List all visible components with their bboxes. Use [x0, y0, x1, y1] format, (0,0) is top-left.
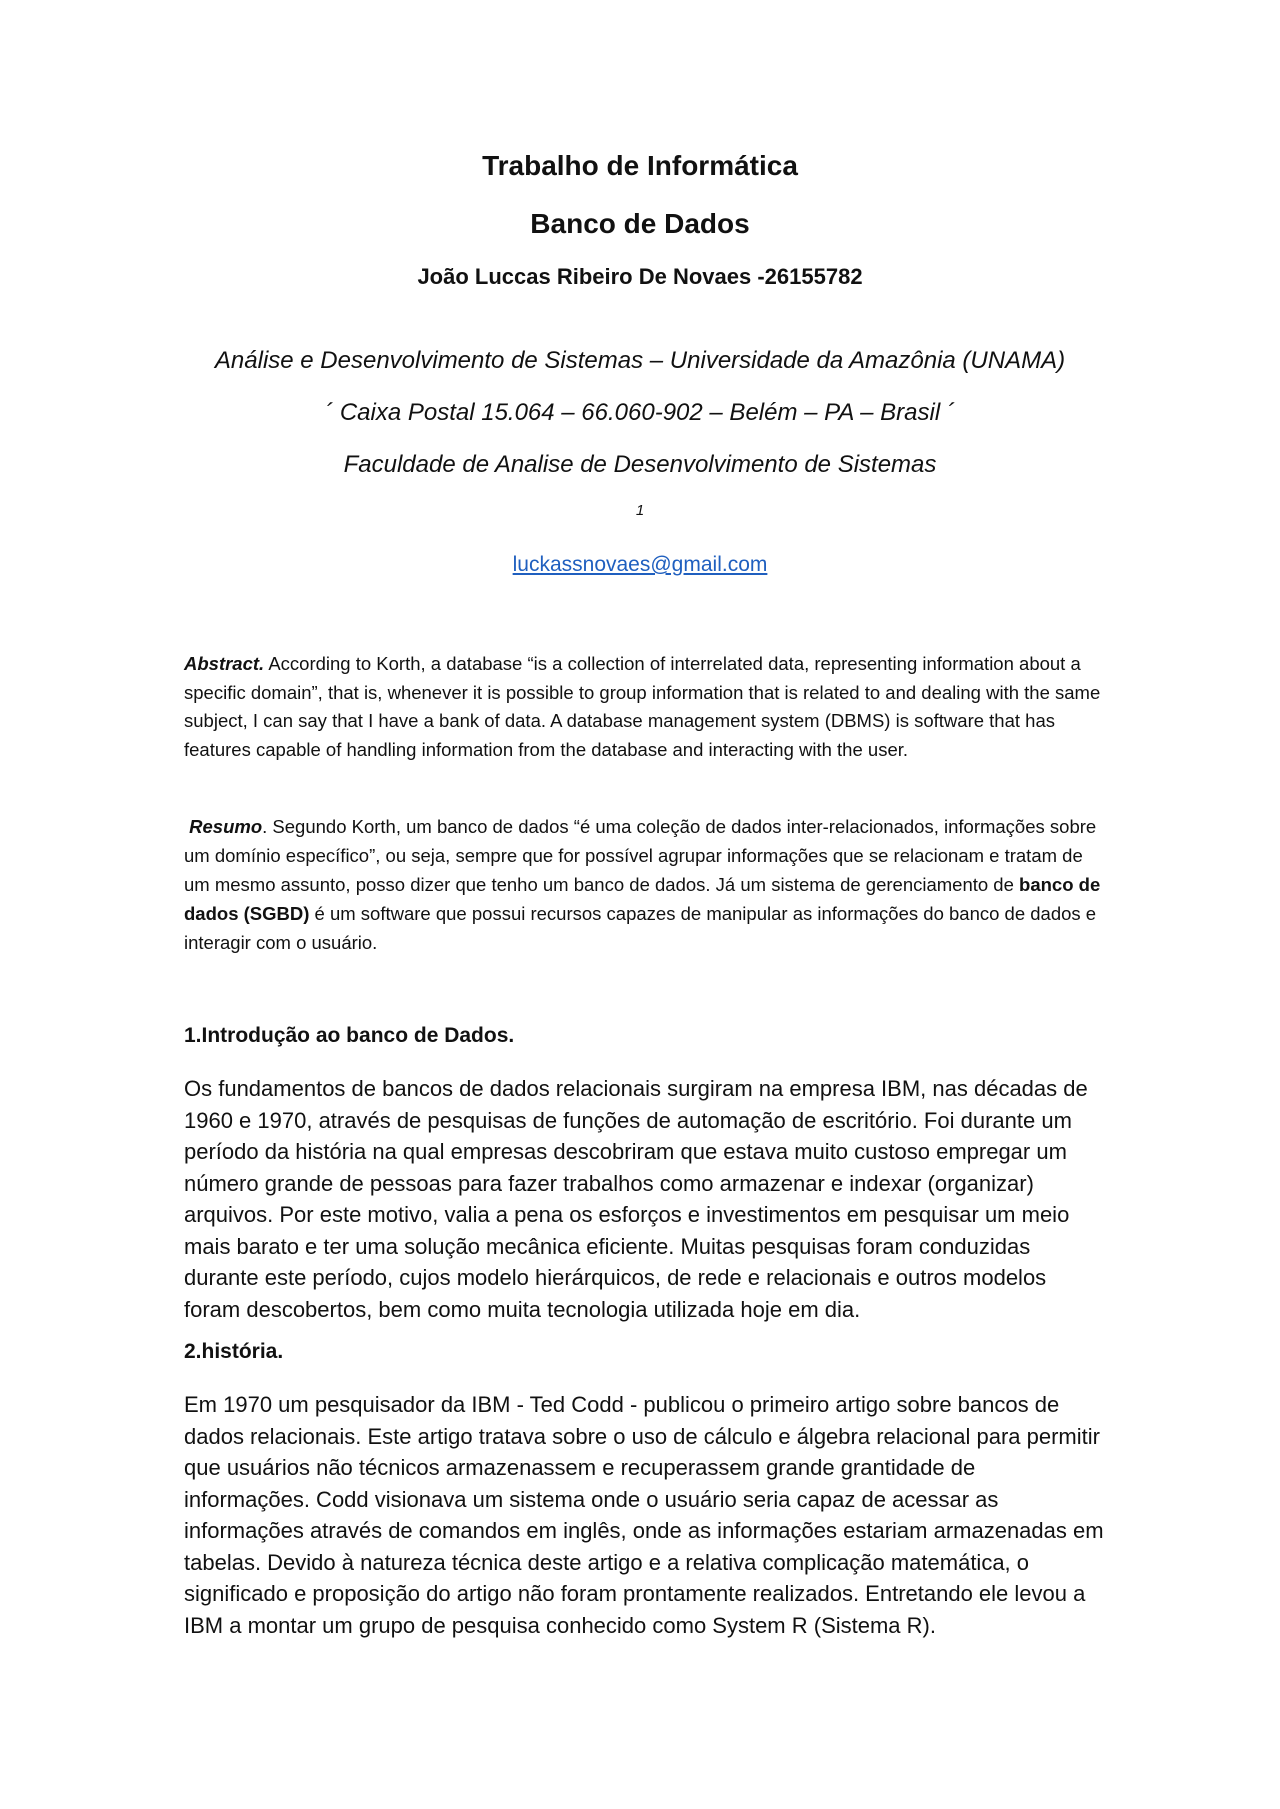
author-line: João Luccas Ribeiro De Novaes -26155782 [417, 264, 863, 289]
section-body-history: Em 1970 um pesquisador da IBM - Ted Codd - publicou o primeiro artigo sobre bancos de dados relacionais. Este artigo tratava sobre o uso de cálculo e álgebra relacional para permitir que usuários não técnicos armazenassem e recuperassem grande grantidade de informações. Codd visionava um sistema onde o usuário seria capaz de acessar as informações através de comandos em inglês, onde as informações estariam armazenadas em tabelas. Devido à natureza técnica deste artigo e a relativa complicação matemática, o significado e proposição do artigo não foram prontamente realizados. Entretando ele levou a IBM a montar um grupo de pesquisa conhecido como System R (Sistema R). [184, 1392, 1104, 1638]
resumo-text-after: é um software que possui recursos capazes de manipular as informações do banco de dados e interagir com o usuário. [184, 903, 1097, 953]
document-title: Trabalho de Informática [482, 150, 798, 181]
abstract-paragraph [184, 650, 1104, 764]
abstract-label: Abstract. [184, 653, 265, 674]
affiliation-line-3: Faculdade de Analise de Desenvolvimento de Sistemas [343, 451, 937, 478]
resumo-bold-term: banco de dados (SGBD) [184, 874, 1101, 924]
document-subtitle: Banco de Dados [530, 208, 750, 239]
footnote-mark: 1 [635, 502, 645, 519]
email-link[interactable] [0, 553, 1280, 577]
section-heading-introduction: 1.Introdução ao banco de Dados. [184, 1024, 515, 1047]
abstract-text: According to Korth, a database “is a collection of interrelated data, representing information about a specific domain”, that is, whenever it is possible to group information that is related to and dealing with the same subject, I can say that I have a bank of data. A database management system (DBMS) is software that has features capable of handling information from the database and interacting with the user. [184, 653, 1101, 760]
resumo-label: Resumo [189, 816, 263, 837]
section-body-introduction: Os fundamentos de bancos de dados relacionais surgiram na empresa IBM, nas décadas de 1960 e 1970, através de pesquisas de funções de automação de escritório. Foi durante um período da história na qual empresas descobriram que estava muito custoso empregar um número grande de pessoas para fazer trabalhos como armazenar e indexar (organizar) arquivos. Por este motivo, valia a pena os esforços e investimentos em pesquisar um meio mais barato e ter uma solução mecânica eficiente. Muitas pesquisas foram conduzidas durante este período, cujos modelo hierárquicos, de rede e relacionais e outros modelos foram descobertos, bem como muita tecnologia utilizada hoje em dia. [184, 1076, 1088, 1322]
resumo-paragraph [184, 812, 1104, 957]
affiliation-line-2: ´ Caixa Postal 15.064 – 66.060-902 – Belém – PA – Brasil ´ [325, 399, 955, 426]
email-text[interactable]: luckassnovaes@gmail.com [512, 553, 768, 576]
resumo-text-before: . Segundo Korth, um banco de dados “é uma coleção de dados inter-relacionados, informações sobre um domínio específico”, ou seja, sempre que for possível agrupar informações que se relacionam e tratam de um mesmo assunto, posso dizer que tenho um banco de dados. Já um sistema de gerenciamento de [184, 816, 1097, 895]
affiliation-line-1: Análise e Desenvolvimento de Sistemas – Universidade da Amazônia (UNAMA) [214, 347, 1066, 374]
section-heading-history: 2.história. [184, 1340, 284, 1363]
